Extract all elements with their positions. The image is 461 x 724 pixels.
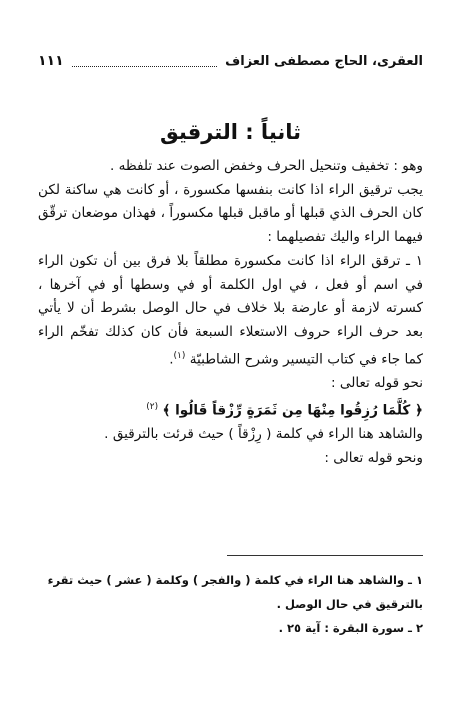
quran-verse [38, 396, 423, 423]
paragraph-case-one-text: ١ ـ ترقق الراء اذا كانت مكسورة مطلقاً بلا فرق بين أن تكون الراء في اسم أو فعل ، في اول الكلمة أو في وسطها أو في آخرها ، كسرته لازمة أو عارضة بلا خلاف في حال الوصل بشرط أن لا يأتي بعد حرف الراء حروف الاستعلاء السبعة فأن كان كذلك تفخّم الراء كما جاء في كتاب التيسير وشرح الشاطبيّة [38, 252, 423, 368]
example-intro: نحو قوله تعالى : [330, 374, 423, 391]
paragraph-evidence: والشاهد هنا الراء في كلمة ( رِزْقاً ) حيث قرئت بالترقيق . [104, 425, 423, 442]
footnote-1: ١ ـ والشاهد هنا الراء في كلمة ( والفجر ) وكلمة ( عشر ) حيث تقرء بالترقيق في حال الوصل . [47, 573, 423, 611]
footnote-divider [227, 555, 423, 556]
section-title: ثانياً : الترقيق [159, 120, 302, 144]
paragraph-case-one: ١ ـ ترقق الراء اذا كانت مكسورة مطلقاً بلا فرق بين أن تكون الراء في اسم أو فعل ، في اول الكلمة أو في وسطها أو في آخرها ، كسرته لازمة أو عارضة بلا خلاف في حال الوصل بشرط أن لا يأتي بعد حرف الراء حروف الاستعلاء السبعة فأن كان كذلك تفخّم الراء كما جاء في كتاب التيسير وشرح الشاطبيّة $^{(١)}$. [38, 252, 423, 368]
running-header [38, 50, 423, 72]
quran-verse-text: ﴿ كُلَّمَا رُزِقُوا مِنْهَا مِن ثَمَرَةٍ رِّزْقاً قَالُوا ﴾ [162, 402, 423, 419]
body-text [38, 155, 423, 470]
page-number: ١١١ [38, 53, 64, 69]
footnotes [34, 568, 423, 640]
example-intro-2: ونحو قوله تعالى : [324, 449, 423, 466]
running-title: العقرى، الحاج مصطفى العزاف [225, 53, 423, 69]
footnote-ref-1[interactable]: (١) [173, 350, 186, 361]
paragraph-rule: يجب ترقيق الراء اذا كانت بنفسها مكسورة ، أو كانت هي ساكنة لكن كان الحرف الذي قبلها أو ماقبل قبلها مكسوراً ، فهذان موضعان ترقّق فيهما الراء واليك تفصيلهما : [38, 181, 423, 246]
paragraph-definition: وهو : تخفيف وتنحيل الحرف وخفض الصوت عند تلفظه . [109, 158, 423, 174]
footnote-ref-2[interactable]: (٢) [146, 401, 159, 412]
leader-dots [72, 56, 218, 67]
footnote-2: ٢ ـ سورة البقرة : آية ٢٥ . [278, 621, 423, 635]
